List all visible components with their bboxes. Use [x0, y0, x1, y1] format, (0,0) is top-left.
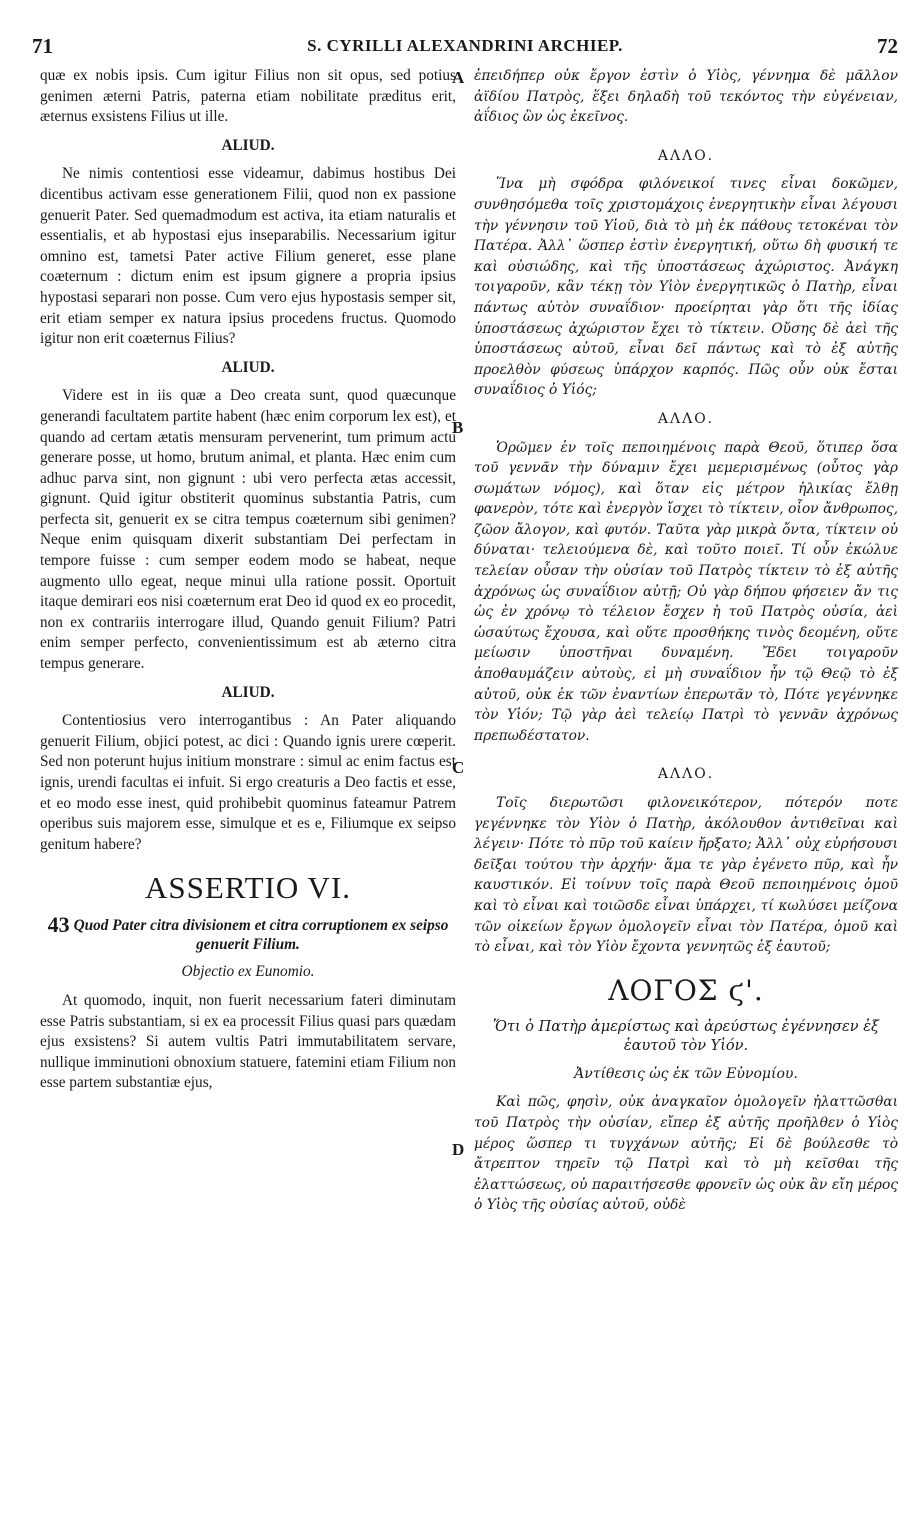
latin-paragraph-1: Ne nimis contentiosi esse videamur, dabimus hostibus Dei dicentibus activam esse generationem Filii, quod non ex passione genuerit Pater. Sed quemadmodum est activa, ita etiam naturalis et essentialis, et ab hypostasi ejus inseparabilis. Necessarium igitur omnino est, tametsi Pater active Filium generet, esse plane coæternum : dictum enim est ipsum gignere a propria ipsius hypostasi separari non posse. Cum vero ejus hypostasis semper sit, erit etiam semper ex natura ipsius procedens fructus. Quomodo igitur non erit coæternus Filius?	[40, 165, 456, 348]
latin-section-title	[40, 912, 456, 954]
assertio-heading: ASSERTIO VI.	[145, 870, 351, 906]
latin-paragraph-4: At quomodo, inquit, non fuerit necessarium fateri diminutam esse Patris substantiam, si ex ea processit Filius quasi pars quædam ejus exsistens? Si autem vultis Patri immutabilitatem servare, nullique imminutioni obnoxium statuere, fatemini etiam Filium non esse partem substantiæ ejus,	[40, 991, 456, 1092]
margin-letter-a: A	[452, 68, 465, 87]
greek-paragraph-1: Ἵνα μὴ σφόδρα φιλόνεικοί τινες εἶναι δοκῶμεν, συνθησόμεθα τοῖς χριστομάχοις ἐνεργητικὴν εἶναι λέγουσι τὴν γέννησιν τοῦ Υἱοῦ, διὰ τὸ μὴ ἐκ πάθους τετοκέναι τὸν Πατέρα. Ἀλλ᾽ ὥσπερ ἐστὶν ἐνεργητική, οὕτω δὴ φυσική τε καὶ οὐσιώδης, καὶ τῆς ὑποστάσεως ἀχώριστος. Ἀνάγκη τοιγαροῦν, κἂν τέκῃ τὸν Υἱὸν ἐνεργητικῶς ὁ Πατὴρ, εἶναι πάντως αὐτὸν συναΐδιον· προείρηται γὰρ ὅτι τῆς ἰδίας ὑποστάσεως ἀχώριστον ἔχει τὸ τίκτειν. Οὔσης δὲ ἀεὶ τῆς ὑποστάσεως αὐτοῦ, εἶναι δεῖ πάντως καὶ τὸ ἐξ αὐτῆς προελθὸν φύσεως ὑπάρχον καρπός. Πῶς οὖν οὐκ ἔσται συναΐδιος ὁ Υἱός;	[474, 176, 898, 399]
latin-paragraph-2: Videre est in iis quæ a Deo creata sunt, quod quæcunque generandi facultatem partite habent (hæc enim corporum lex est), et quando ad certam ætatis mensuram pervenerint, tum primum actu generare posse, ut homo, brutum animal, et planta. Hæc enim cum adhuc parva sint, non gignunt : ubi vero perfecta ætas accessit, gignunt. Quid igitur obstiterit quominus substantia Patris, cum perfecta sit, genuerit ex se citra tempus coæternum sibi genimen? Neque enim quisquam dixerit substantiam Dei perfectam in tempore fuisse : cum semper eodem modo se habeat, neque augmento ullo egeat, neque minui ulla ratione possit. Oportuit itaque demirari eos nisi coæternum erat Deo id quod ex eo procedit, non ex contrariis interrogare illud, Quando genuit Filium? Patri enim semper perfecto, convenientissimum est ab æterno citra tempus generare.	[40, 387, 456, 673]
greek-heading-allo-3: ΑΛΛΟ.	[657, 766, 715, 783]
greek-paragraph-4: Καὶ πῶς, φησὶν, οὐκ ἀναγκαῖον ὁμολογεῖν ἠλαττῶσθαι τοῦ Πατρὸς τὴν οὐσίαν, εἴπερ ἐξ αὐτῆς προῆλθεν ὁ Υἱὸς μέρος ὥσπερ τι τυγχάνων αὐτῆς; Εἰ δὲ βούλεσθε τὸ ἄτρεπτον τηρεῖν τῷ Πατρὶ καὶ τὸ μὴ κεῖσθαι τῆς ἐλαττώσεως, οὐ παραιτήσεσθε φρονεῖν ὡς οὐκ ἂν εἴη μέρος ὁ Υἱὸς τῆς οὐσίας αὐτοῦ, οὐδὲ	[474, 1094, 898, 1214]
latin-paragraph-3: Contentiosius vero interrogantibus : An Pater aliquando genuerit Filium, objici potest, ac dici : Quando ignis urere cœperit. Sed non poterunt hujus initium monstrare : simul ac enim factus est ignis, urendi facultas ei infuit. Si ergo creaturis a Deo factis et esse, et eo modo esse inest, quid prohibebit quominus fateamur Patrem operibus suis majorem esse, simulque et es e, Filiumque ex seipso genitum habere?	[40, 712, 456, 853]
section-number: 43	[47, 912, 70, 938]
logos-heading: ΛΟΓΟΣ ϛ'.	[608, 973, 764, 1007]
latin-heading-aliud-2: ALIUD.	[221, 358, 275, 376]
greek-objectio: Ἀντίθεσις ὡς ἐκ τῶν Εὐνομίου.	[574, 1065, 798, 1082]
greek-paragraph-0: ἐπειδήπερ οὐκ ἔργον ἐστὶν ὁ Υἱὸς, γέννημα δὲ μᾶλλον ἀϊδίου Πατρὸς, ἕξει δηλαδὴ τοῦ τεκόντος τὴν εὐγένειαν, ἀΐδιος ὢν ὡς ἐκεῖνος.	[474, 68, 898, 126]
greek-paragraph-2: Ὁρῶμεν ἐν τοῖς πεποιημένοις παρὰ Θεοῦ, ὅτιπερ ὅσα τοῦ γεννᾶν τὴν δύναμιν ἔχει μεμερισμένως (οὗτος γὰρ σωμάτων νόμος), καὶ ὅταν εἰς μέτρον ἡλικίας ἔλθῃ φανερὸν, τότε καὶ ἐνεργὸν ἴσχει τὸ τίκτειν, οἷον ἄνθρωπος, ζῶον ἄλογον, καὶ φυτόν. Ταῦτα γὰρ μικρὰ ὄντα, τίκτειν οὐ δύναται· τελειούμενα δὲ, καὶ τοῦτο ποιεῖ. Τί οὖν ἐκώλυε τελείαν οὖσαν τὴν οὐσίαν τοῦ Πατρὸς τίκτειν τὸ ἐξ αὐτῆς ἀχρόνως ὡς συναΐδιον αὐτῇ; Οὐ γὰρ δήπου φήσειεν ἄν τις ὡς ἐν χρόνῳ τὸ τέλειον ἔσχεν ἡ τοῦ Πατρὸς οὐσία, ἀεὶ ὡσαύτως ἔχουσα, καὶ οὔτε προσθήκης τινὸς δεομένη, οὔτε μείωσιν ὑποστῆναι δυναμένη. Ἔδει τοιγαροῦν ἀποθαυμάζειν αὐτοὺς, εἰ μὴ συναΐδιον ἦν τῷ Θεῷ τὸ ἐξ αὐτοῦ, οὐκ ἐκ τῶν ἐναντίων ἐπερωτᾶν τὸ, Πότε γεγέννηκε τὸν Υἱόν; Τῷ γὰρ ἀεὶ τελείῳ Πατρὶ τὸ γεννᾶν ἀχρόνως πρεπωδέστατον.	[474, 439, 898, 744]
greek-heading-allo-2: ΑΛΛΟ.	[657, 410, 715, 427]
latin-heading-aliud-1: ALIUD.	[221, 136, 275, 154]
latin-column	[40, 66, 456, 1094]
page-number-left: 71	[32, 34, 53, 58]
page-number-right: 72	[877, 34, 898, 58]
greek-heading-allo-1: ΑΛΛΟ.	[657, 147, 715, 164]
margin-letter-d: D	[452, 1140, 465, 1159]
latin-section-title-text: Quod Pater citra divisionem et citra corruptionem ex seipso genuerit Filium.	[73, 917, 449, 954]
greek-section-title: Ὅτι ὁ Πατὴρ ἀμερίστως καὶ ἀρεύστως ἐγέννησεν ἐξ ἑαυτοῦ τὸν Υἱόν.	[493, 1018, 879, 1054]
latin-heading-aliud-3: ALIUD.	[221, 683, 275, 701]
running-title: S. CYRILLI ALEXANDRINI ARCHIEP.	[307, 36, 623, 55]
greek-column	[474, 66, 898, 1216]
page-header	[32, 34, 898, 58]
greek-paragraph-3: Τοῖς διερωτῶσι φιλονεικότερον, πότερόν ποτε γεγέννηκε τὸν Υἱὸν ὁ Πατὴρ, ἀκόλουθον ἀντιθεῖναι καὶ λέγειν· Πότε τὸ πῦρ τοῦ καίειν ἤρξατο; Ἀλλ᾽ οὐχ εὑρήσουσι δεῖξαι τούτου τὴν ἀρχήν· ἅμα τε γὰρ ἐγένετο πῦρ, καὶ ἦν καυστικόν. Εἰ τοίνυν τοῖς παρὰ Θεοῦ πεποιημένοις ὁμοῦ καὶ τὸ εἶναι καὶ τοιῶσδε εἶναι ὑπάρχει, τί κωλύσει μείζονα τῶν οἰκείων ἔργων ὁμολογεῖν εἶναι τὸν Πατέρα, ὁμοῦ καὶ τὸ εἶναι, καὶ τὸν Υἱὸν ἔχοντα γεννητῶς ἐξ ἑαυτοῦ;	[474, 795, 898, 956]
latin-objectio: Objectio ex Eunomio.	[181, 963, 315, 981]
latin-paragraph-0: quæ ex nobis ipsis. Cum igitur Filius non sit opus, sed potius genimen æterni Patris, paterna etiam nobilitate præditus erit, æternus exsistens Filius ut ille.	[40, 67, 456, 126]
margin-letter-b: B	[452, 418, 464, 437]
margin-letter-c: C	[452, 758, 465, 777]
